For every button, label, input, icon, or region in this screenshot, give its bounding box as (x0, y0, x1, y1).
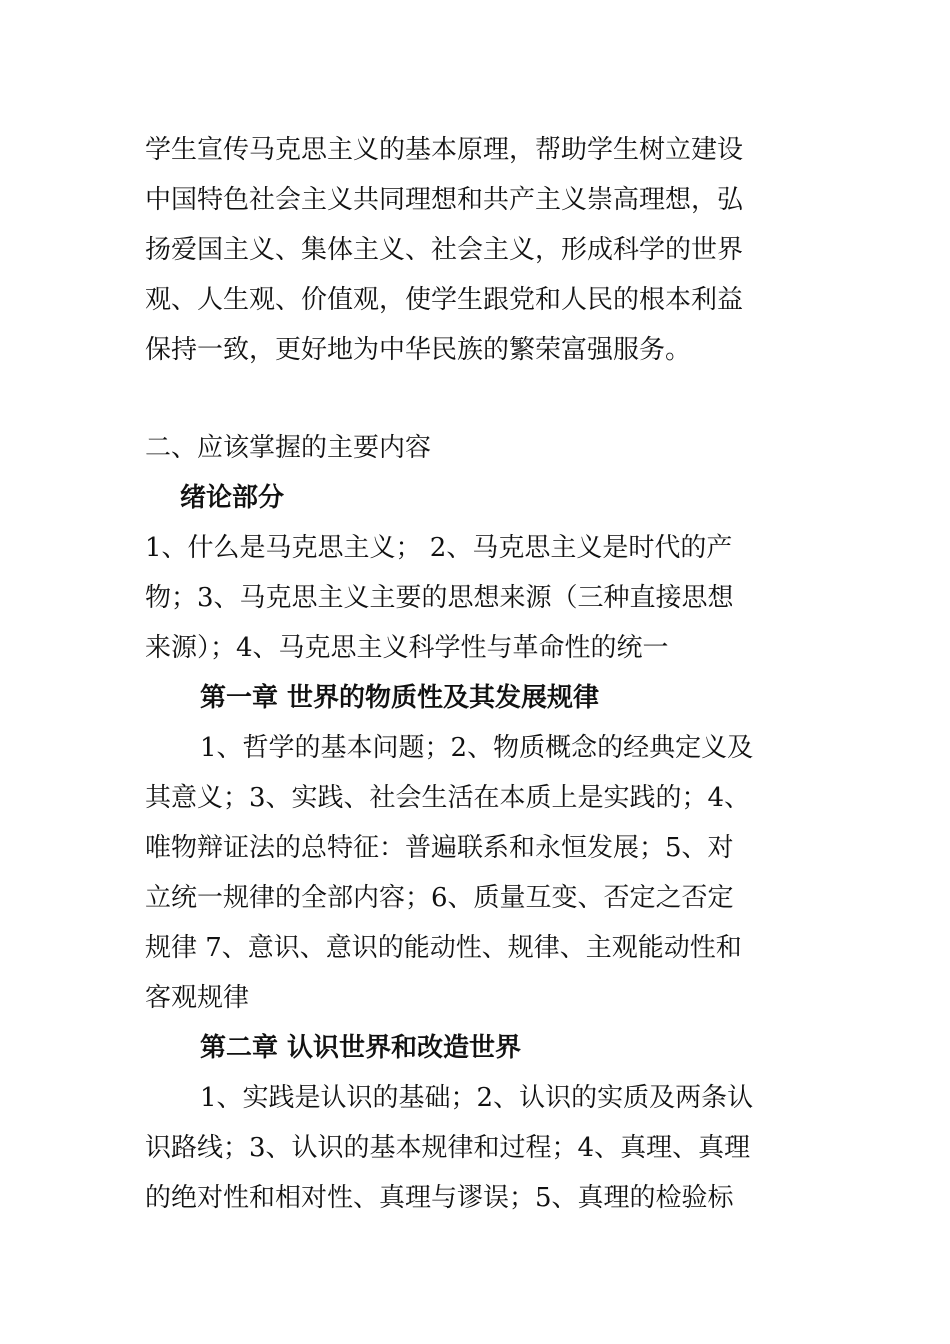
chapter1-line-5: 规律 7、意识、意识的能动性、规律、主观能动性和 (145, 933, 742, 963)
intro-part-line-2: 物；3、马克思主义主要的思想来源（三种直接思想 (145, 583, 734, 613)
chapter2-line-2: 识路线；3、认识的基本规律和过程；4、真理、真理 (145, 1133, 751, 1163)
chapter2-line-3: 的绝对性和相对性、真理与谬误；5、真理的检验标 (145, 1183, 734, 1213)
chapter1-line-6: 客观规律 (145, 983, 250, 1013)
intro-line-3: 扬爱国主义、集体主义、社会主义，形成科学的世界 (145, 235, 744, 265)
intro-part-line-3: 来源）；4、马克思主义科学性与革命性的统一 (145, 633, 669, 663)
chapter1-line-4: 立统一规律的全部内容；6、质量互变、否定之否定 (145, 883, 734, 913)
chapter1-line-2: 其意义；3、实践、社会生活在本质上是实践的；4、 (145, 783, 751, 813)
chapter2-line-1: 1、实践是认识的基础；2、认识的实质及两条认 (200, 1083, 754, 1113)
intro-line-5: 保持一致，更好地为中华民族的繁荣富强服务。 (145, 335, 692, 365)
chapter1-heading: 第一章 世界的物质性及其发展规律 (200, 683, 600, 713)
chapter1-line-3: 唯物辩证法的总特征：普遍联系和永恒发展；5、对 (145, 833, 734, 863)
intro-line-2: 中国特色社会主义共同理想和共产主义崇高理想，弘 (145, 185, 744, 215)
intro-line-1: 学生宣传马克思主义的基本原理，帮助学生树立建设 (145, 135, 744, 165)
intro-line-4: 观、人生观、价值观，使学生跟党和人民的根本利益 (145, 285, 744, 315)
chapter2-heading: 第二章 认识世界和改造世界 (200, 1033, 522, 1063)
intro-part-heading: 绪论部分 (180, 483, 285, 513)
chapter1-line-1: 1、哲学的基本问题；2、物质概念的经典定义及 (200, 733, 754, 763)
section-heading: 二、应该掌握的主要内容 (145, 433, 432, 463)
intro-part-line-1: 1、什么是马克思主义； 2、马克思主义是时代的产 (145, 533, 733, 563)
